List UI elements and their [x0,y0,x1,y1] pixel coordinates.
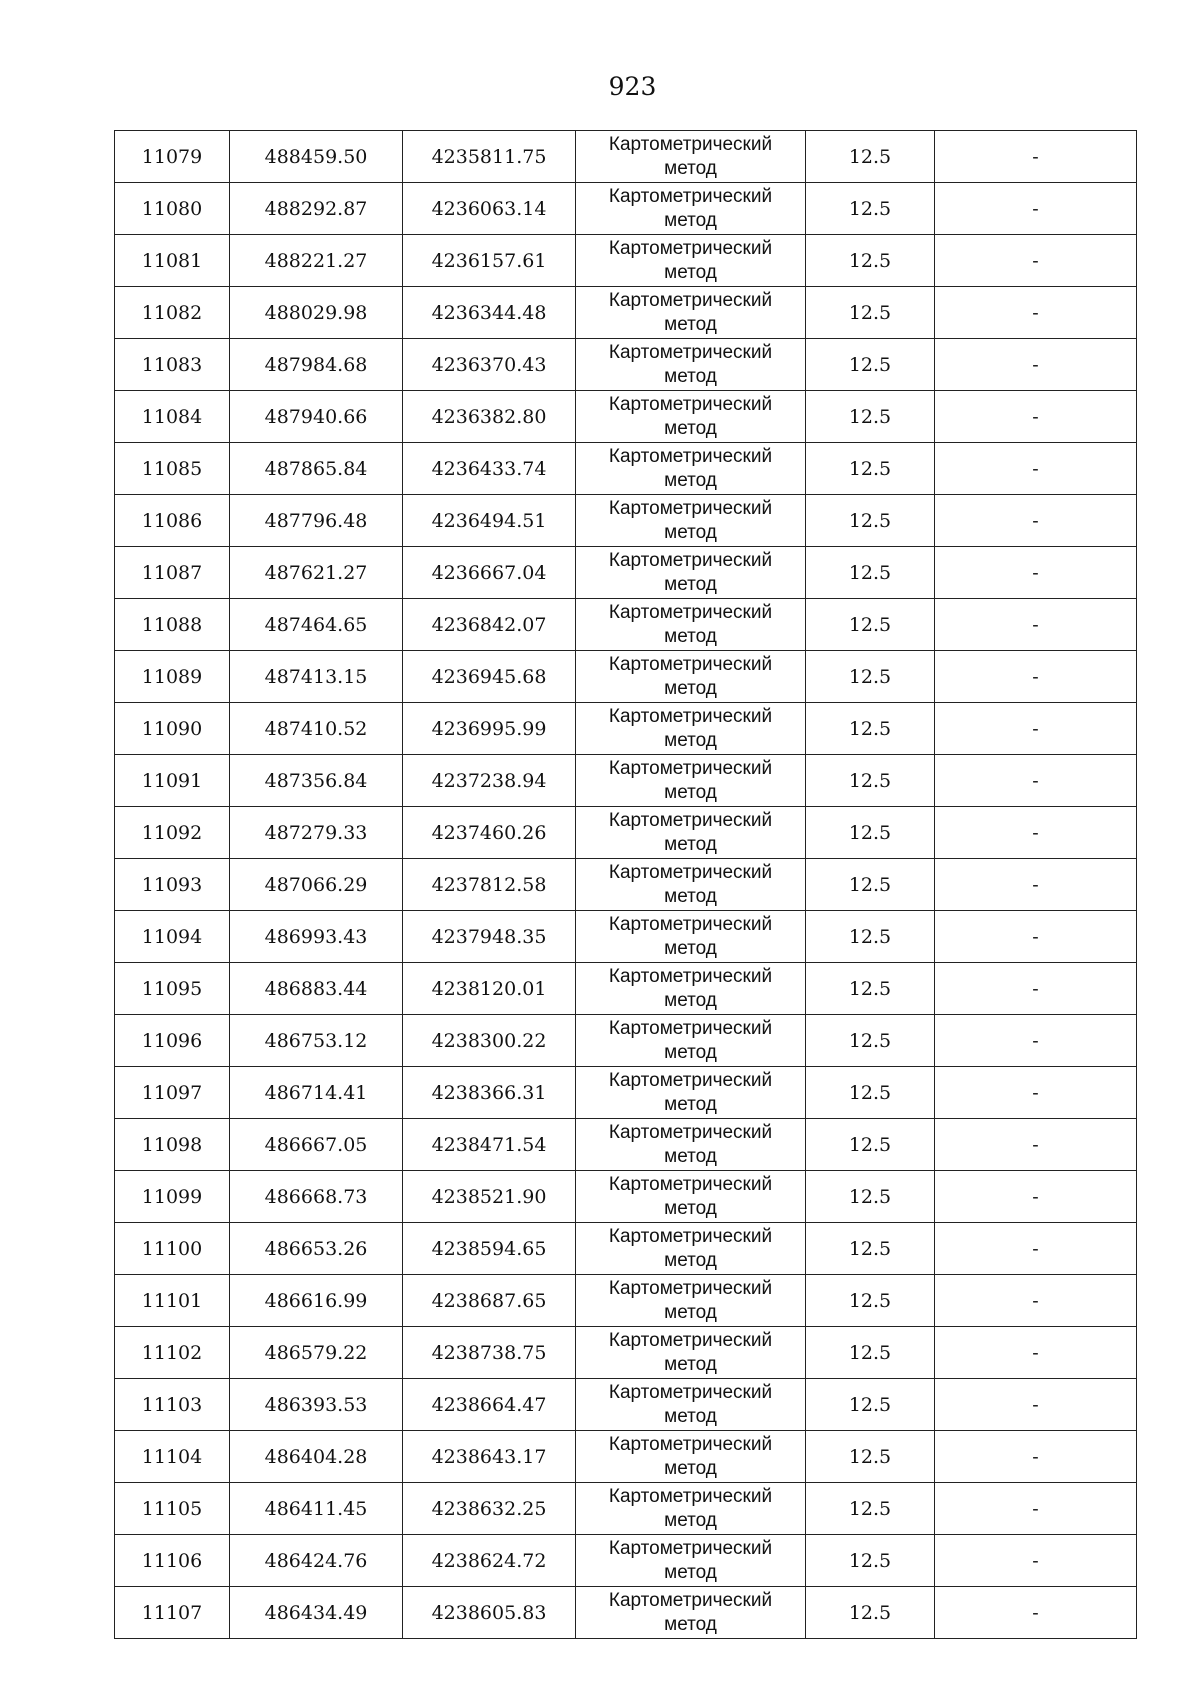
note-cell: - [935,1275,1137,1327]
note-cell: - [935,599,1137,651]
table-row [115,599,1137,651]
table-row [115,1171,1137,1223]
point-id-cell: 11092 [115,807,230,859]
x-coordinate-cell: 486616.99 [230,1275,403,1327]
method-line-2: метод [664,1145,717,1167]
note-cell: - [935,859,1137,911]
method-cell [576,807,806,859]
method-line-1: Картометрический [608,809,773,831]
method-cell [576,703,806,755]
note-cell: - [935,963,1137,1015]
y-coordinate-cell: 4238643.17 [403,1431,576,1483]
method-line-1: Картометрический [608,757,773,779]
note-cell: - [935,1119,1137,1171]
coordinates-table [114,130,1137,1639]
x-coordinate-cell: 487410.52 [230,703,403,755]
point-id-cell: 11096 [115,1015,230,1067]
point-id-cell: 11079 [115,131,230,183]
note-cell: - [935,1379,1137,1431]
table-row [115,1483,1137,1535]
y-coordinate-cell: 4236494.51 [403,495,576,547]
y-coordinate-cell: 4238624.72 [403,1535,576,1587]
point-id-cell: 11100 [115,1223,230,1275]
table-row [115,911,1137,963]
method-line-2: метод [664,833,717,855]
y-coordinate-cell: 4238521.90 [403,1171,576,1223]
note-cell: - [935,911,1137,963]
table-row [115,131,1137,183]
error-value-cell: 12.5 [806,391,935,443]
point-id-cell: 11081 [115,235,230,287]
method-line-2: метод [664,209,717,231]
method-line-2: метод [664,1041,717,1063]
point-id-cell: 11104 [115,1431,230,1483]
method-cell [576,1431,806,1483]
method-line-1: Картометрический [608,1069,773,1091]
method-line-2: метод [664,1197,717,1219]
y-coordinate-cell: 4235811.75 [403,131,576,183]
point-id-cell: 11083 [115,339,230,391]
table-row [115,1379,1137,1431]
table-row [115,287,1137,339]
method-cell [576,963,806,1015]
error-value-cell: 12.5 [806,807,935,859]
y-coordinate-cell: 4237948.35 [403,911,576,963]
method-line-2: метод [664,469,717,491]
point-id-cell: 11082 [115,287,230,339]
y-coordinate-cell: 4238120.01 [403,963,576,1015]
x-coordinate-cell: 488221.27 [230,235,403,287]
method-line-2: метод [664,781,717,803]
y-coordinate-cell: 4237238.94 [403,755,576,807]
error-value-cell: 12.5 [806,755,935,807]
x-coordinate-cell: 487413.15 [230,651,403,703]
table-row [115,807,1137,859]
method-line-1: Картометрический [608,1173,773,1195]
method-line-1: Картометрический [608,497,773,519]
point-id-cell: 11093 [115,859,230,911]
y-coordinate-cell: 4238594.65 [403,1223,576,1275]
note-cell: - [935,1223,1137,1275]
method-line-1: Картометрический [608,549,773,571]
error-value-cell: 12.5 [806,1535,935,1587]
x-coordinate-cell: 486883.44 [230,963,403,1015]
table-row [115,235,1137,287]
note-cell: - [935,1483,1137,1535]
point-id-cell: 11086 [115,495,230,547]
note-cell: - [935,651,1137,703]
method-line-2: метод [664,313,717,335]
error-value-cell: 12.5 [806,963,935,1015]
table-row [115,651,1137,703]
y-coordinate-cell: 4236667.04 [403,547,576,599]
method-line-2: метод [664,1509,717,1531]
method-cell [576,495,806,547]
point-id-cell: 11106 [115,1535,230,1587]
error-value-cell: 12.5 [806,443,935,495]
x-coordinate-cell: 488292.87 [230,183,403,235]
method-line-2: метод [664,1093,717,1115]
point-id-cell: 11105 [115,1483,230,1535]
method-cell [576,599,806,651]
note-cell: - [935,131,1137,183]
error-value-cell: 12.5 [806,911,935,963]
note-cell: - [935,755,1137,807]
method-line-2: метод [664,417,717,439]
method-line-1: Картометрический [608,1017,773,1039]
method-cell [576,1015,806,1067]
x-coordinate-cell: 486653.26 [230,1223,403,1275]
method-line-2: метод [664,365,717,387]
point-id-cell: 11084 [115,391,230,443]
note-cell: - [935,287,1137,339]
table-row [115,547,1137,599]
method-line-2: метод [664,1301,717,1323]
table-row [115,1587,1137,1639]
method-line-1: Картометрический [608,1121,773,1143]
point-id-cell: 11080 [115,183,230,235]
method-cell [576,1483,806,1535]
error-value-cell: 12.5 [806,1119,935,1171]
point-id-cell: 11088 [115,599,230,651]
method-line-2: метод [664,677,717,699]
y-coordinate-cell: 4236063.14 [403,183,576,235]
error-value-cell: 12.5 [806,287,935,339]
method-line-2: метод [664,1561,717,1583]
note-cell: - [935,1015,1137,1067]
method-line-1: Картометрический [608,1329,773,1351]
x-coordinate-cell: 487984.68 [230,339,403,391]
method-line-1: Картометрический [608,601,773,623]
error-value-cell: 12.5 [806,1587,935,1639]
error-value-cell: 12.5 [806,495,935,547]
note-cell: - [935,1327,1137,1379]
method-line-2: метод [664,989,717,1011]
error-value-cell: 12.5 [806,1015,935,1067]
table-row [115,703,1137,755]
method-line-2: метод [664,261,717,283]
note-cell: - [935,339,1137,391]
x-coordinate-cell: 486667.05 [230,1119,403,1171]
method-cell [576,1327,806,1379]
method-line-2: метод [664,937,717,959]
note-cell: - [935,1171,1137,1223]
y-coordinate-cell: 4236344.48 [403,287,576,339]
method-line-1: Картометрический [608,445,773,467]
x-coordinate-cell: 486411.45 [230,1483,403,1535]
point-id-cell: 11095 [115,963,230,1015]
error-value-cell: 12.5 [806,1327,935,1379]
table-row [115,443,1137,495]
table-row [115,495,1137,547]
method-line-1: Картометрический [608,1589,773,1611]
error-value-cell: 12.5 [806,1223,935,1275]
note-cell: - [935,547,1137,599]
error-value-cell: 12.5 [806,1483,935,1535]
method-cell [576,287,806,339]
point-id-cell: 11091 [115,755,230,807]
method-cell [576,1119,806,1171]
x-coordinate-cell: 487356.84 [230,755,403,807]
y-coordinate-cell: 4236433.74 [403,443,576,495]
method-line-1: Картометрический [608,965,773,987]
table-row [115,755,1137,807]
table-row [115,339,1137,391]
point-id-cell: 11085 [115,443,230,495]
y-coordinate-cell: 4238300.22 [403,1015,576,1067]
error-value-cell: 12.5 [806,1431,935,1483]
y-coordinate-cell: 4238366.31 [403,1067,576,1119]
method-line-2: метод [664,1405,717,1427]
method-cell [576,1171,806,1223]
method-line-1: Картометрический [608,393,773,415]
x-coordinate-cell: 487066.29 [230,859,403,911]
method-cell [576,1535,806,1587]
method-line-1: Картометрический [608,1277,773,1299]
method-line-1: Картометрический [608,1225,773,1247]
point-id-cell: 11097 [115,1067,230,1119]
y-coordinate-cell: 4238632.25 [403,1483,576,1535]
x-coordinate-cell: 486434.49 [230,1587,403,1639]
error-value-cell: 12.5 [806,1379,935,1431]
method-cell [576,1223,806,1275]
x-coordinate-cell: 486579.22 [230,1327,403,1379]
method-line-2: метод [664,1457,717,1479]
method-line-1: Картометрический [608,341,773,363]
point-id-cell: 11094 [115,911,230,963]
error-value-cell: 12.5 [806,599,935,651]
note-cell: - [935,443,1137,495]
table-row [115,1119,1137,1171]
x-coordinate-cell: 486404.28 [230,1431,403,1483]
table-row [115,1015,1137,1067]
point-id-cell: 11102 [115,1327,230,1379]
note-cell: - [935,391,1137,443]
note-cell: - [935,235,1137,287]
point-id-cell: 11099 [115,1171,230,1223]
method-cell [576,235,806,287]
point-id-cell: 11103 [115,1379,230,1431]
point-id-cell: 11107 [115,1587,230,1639]
y-coordinate-cell: 4238687.65 [403,1275,576,1327]
point-id-cell: 11090 [115,703,230,755]
point-id-cell: 11087 [115,547,230,599]
method-cell [576,183,806,235]
method-cell [576,547,806,599]
y-coordinate-cell: 4236995.99 [403,703,576,755]
table-row [115,1535,1137,1587]
method-line-1: Картометрический [608,133,773,155]
x-coordinate-cell: 487865.84 [230,443,403,495]
y-coordinate-cell: 4238738.75 [403,1327,576,1379]
error-value-cell: 12.5 [806,235,935,287]
error-value-cell: 12.5 [806,547,935,599]
y-coordinate-cell: 4237812.58 [403,859,576,911]
note-cell: - [935,703,1137,755]
method-line-1: Картометрический [608,1537,773,1559]
method-cell [576,755,806,807]
error-value-cell: 12.5 [806,183,935,235]
method-line-2: метод [664,1613,717,1635]
table-row [115,1327,1137,1379]
method-line-1: Картометрический [608,185,773,207]
y-coordinate-cell: 4236370.43 [403,339,576,391]
table-row [115,1067,1137,1119]
y-coordinate-cell: 4236157.61 [403,235,576,287]
method-line-2: метод [664,573,717,595]
table-row [115,1431,1137,1483]
method-line-2: метод [664,885,717,907]
x-coordinate-cell: 487796.48 [230,495,403,547]
y-coordinate-cell: 4237460.26 [403,807,576,859]
error-value-cell: 12.5 [806,859,935,911]
method-cell [576,859,806,911]
method-cell [576,651,806,703]
page-number: 923 [608,72,657,101]
point-id-cell: 11101 [115,1275,230,1327]
error-value-cell: 12.5 [806,339,935,391]
x-coordinate-cell: 486714.41 [230,1067,403,1119]
table-row [115,183,1137,235]
table-row [115,391,1137,443]
method-line-1: Картометрический [608,913,773,935]
x-coordinate-cell: 486668.73 [230,1171,403,1223]
method-line-1: Картометрический [608,237,773,259]
point-id-cell: 11098 [115,1119,230,1171]
method-line-1: Картометрический [608,1381,773,1403]
method-line-1: Картометрический [608,705,773,727]
method-line-1: Картометрический [608,861,773,883]
table-row [115,1275,1137,1327]
x-coordinate-cell: 488029.98 [230,287,403,339]
method-line-1: Картометрический [608,1485,773,1507]
table-row [115,859,1137,911]
x-coordinate-cell: 488459.50 [230,131,403,183]
method-line-1: Картометрический [608,289,773,311]
x-coordinate-cell: 486424.76 [230,1535,403,1587]
note-cell: - [935,183,1137,235]
method-cell [576,443,806,495]
method-line-1: Картометрический [608,653,773,675]
x-coordinate-cell: 487464.65 [230,599,403,651]
method-line-2: метод [664,521,717,543]
method-line-2: метод [664,157,717,179]
method-line-2: метод [664,729,717,751]
error-value-cell: 12.5 [806,651,935,703]
table-body [115,131,1137,1639]
table-row [115,963,1137,1015]
y-coordinate-cell: 4238605.83 [403,1587,576,1639]
y-coordinate-cell: 4236382.80 [403,391,576,443]
y-coordinate-cell: 4238664.47 [403,1379,576,1431]
x-coordinate-cell: 486993.43 [230,911,403,963]
error-value-cell: 12.5 [806,1275,935,1327]
x-coordinate-cell: 487940.66 [230,391,403,443]
note-cell: - [935,1067,1137,1119]
note-cell: - [935,1535,1137,1587]
note-cell: - [935,1587,1137,1639]
table-row [115,1223,1137,1275]
method-line-2: метод [664,625,717,647]
y-coordinate-cell: 4236945.68 [403,651,576,703]
y-coordinate-cell: 4236842.07 [403,599,576,651]
error-value-cell: 12.5 [806,1171,935,1223]
method-cell [576,391,806,443]
method-cell [576,911,806,963]
x-coordinate-cell: 486393.53 [230,1379,403,1431]
method-cell [576,1067,806,1119]
method-line-2: метод [664,1249,717,1271]
method-line-1: Картометрический [608,1433,773,1455]
x-coordinate-cell: 487279.33 [230,807,403,859]
method-cell [576,1379,806,1431]
error-value-cell: 12.5 [806,1067,935,1119]
method-cell [576,339,806,391]
note-cell: - [935,807,1137,859]
point-id-cell: 11089 [115,651,230,703]
x-coordinate-cell: 487621.27 [230,547,403,599]
y-coordinate-cell: 4238471.54 [403,1119,576,1171]
error-value-cell: 12.5 [806,703,935,755]
note-cell: - [935,1431,1137,1483]
method-line-2: метод [664,1353,717,1375]
error-value-cell: 12.5 [806,131,935,183]
x-coordinate-cell: 486753.12 [230,1015,403,1067]
method-cell [576,1587,806,1639]
note-cell: - [935,495,1137,547]
method-cell [576,1275,806,1327]
method-cell [576,131,806,183]
